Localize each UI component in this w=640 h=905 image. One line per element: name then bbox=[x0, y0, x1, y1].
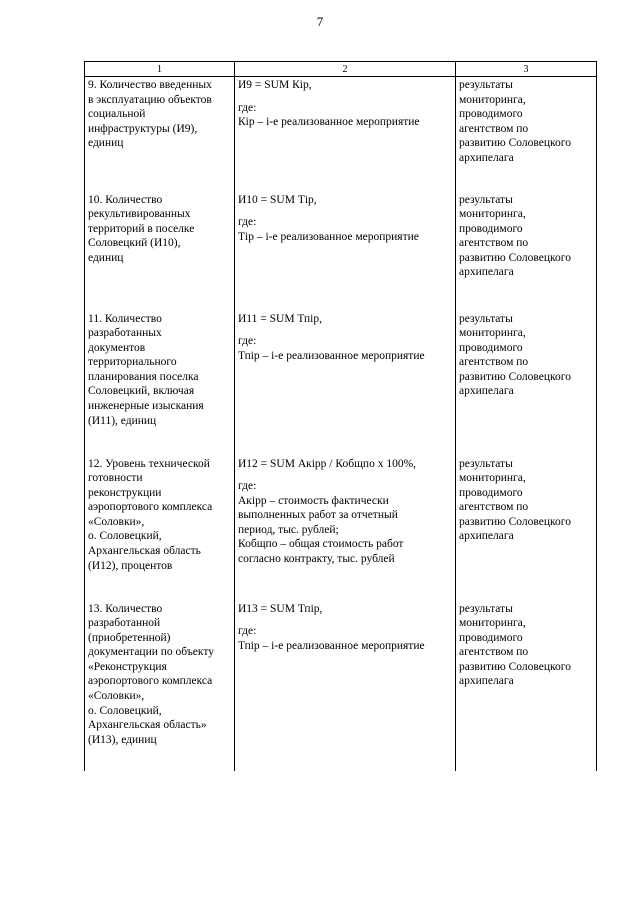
formula-explanation: Тпip – i-е реализованное мероприятие bbox=[238, 349, 425, 362]
formula-explanation: Тпip – i-е реализованное мероприятие bbox=[238, 639, 425, 652]
source-cell bbox=[456, 311, 597, 456]
source-cell bbox=[456, 192, 597, 311]
source-text: результаты мониторинга, проводимого агентством по развитию Соловецкого архипелага bbox=[459, 312, 571, 398]
indicator-text: 11. Количество разработанных документов территориального планирования поселка Соловецкий, включая инженерные изыскания (И11), единиц bbox=[88, 312, 204, 427]
formula-cell bbox=[235, 456, 456, 601]
formula-cell bbox=[235, 311, 456, 456]
column-header-3: 3 bbox=[456, 62, 597, 77]
formula-cell bbox=[235, 601, 456, 771]
indicator-cell bbox=[85, 311, 235, 456]
source-text: результаты мониторинга, проводимого агентством по развитию Соловецкого архипелага bbox=[459, 79, 571, 164]
source-cell bbox=[456, 456, 597, 601]
indicator-cell bbox=[85, 77, 235, 192]
indicators-table bbox=[84, 61, 597, 771]
source-text: результаты мониторинга, проводимого агентством по развитию Соловецкого архипелага bbox=[459, 602, 571, 688]
indicator-text: 10. Количество рекультивированных территорий в поселке Соловецкий (И10), единиц bbox=[88, 193, 195, 264]
source-text: результаты мониторинга, проводимого агентством по развитию Соловецкого архипелага bbox=[459, 457, 571, 543]
where-label: где: bbox=[238, 101, 257, 114]
column-header-2: 2 bbox=[235, 62, 456, 77]
indicator-text: 12. Уровень технической готовности реконструкции аэропортового комплекса «Соловки», о. Соловецкий, Архангельская область (И12), процентов bbox=[88, 457, 213, 572]
indicator-text: 13. Количество разработанной (приобретенной) документации по объекту «Реконструкция аэропортового комплекса «Соловки», о. Соловецкий, Архангельская область» (И13), единиц bbox=[88, 602, 214, 746]
indicator-text: 9. Количество введенных в эксплуатацию объектов социальной инфраструктуры (И9), единиц bbox=[88, 79, 212, 150]
where-label: где: bbox=[238, 480, 257, 493]
table-row bbox=[85, 311, 597, 456]
formula-explanation: Кip – i-е реализованное мероприятие bbox=[238, 116, 420, 129]
table-header-row bbox=[85, 62, 597, 77]
formula-cell bbox=[235, 192, 456, 311]
formula-cell bbox=[235, 77, 456, 192]
table-row bbox=[85, 77, 597, 192]
where-label: где: bbox=[238, 216, 257, 229]
table-row bbox=[85, 456, 597, 601]
formula-explanation: Акipр – стоимость фактически выполненных работ за отчетный период, тыс. рублей; Кобщпо – общая стоимость работ согласно контракту, тыс. рублей bbox=[238, 494, 404, 566]
formula-text: И12 = SUM Акipр / Кобщпо х 100%, bbox=[238, 457, 417, 470]
indicator-cell bbox=[85, 192, 235, 311]
where-label: где: bbox=[238, 335, 257, 348]
where-label: где: bbox=[238, 625, 257, 638]
source-cell bbox=[456, 77, 597, 192]
indicator-cell bbox=[85, 601, 235, 771]
source-text: результаты мониторинга, проводимого агентством по развитию Соловецкого архипелага bbox=[459, 193, 571, 279]
formula-text: И10 = SUM Тip, bbox=[238, 193, 317, 206]
formula-text: И9 = SUM Кip, bbox=[238, 79, 312, 91]
indicator-cell bbox=[85, 456, 235, 601]
table-row bbox=[85, 601, 597, 771]
table-row bbox=[85, 192, 597, 311]
formula-text: И13 = SUM Тпip, bbox=[238, 602, 323, 615]
source-cell bbox=[456, 601, 597, 771]
page-number: 7 bbox=[316, 14, 324, 29]
formula-explanation: Тip – i-е реализованное мероприятие bbox=[238, 230, 419, 243]
formula-text: И11 = SUM Тпip, bbox=[238, 312, 322, 325]
column-header-1: 1 bbox=[85, 62, 235, 77]
